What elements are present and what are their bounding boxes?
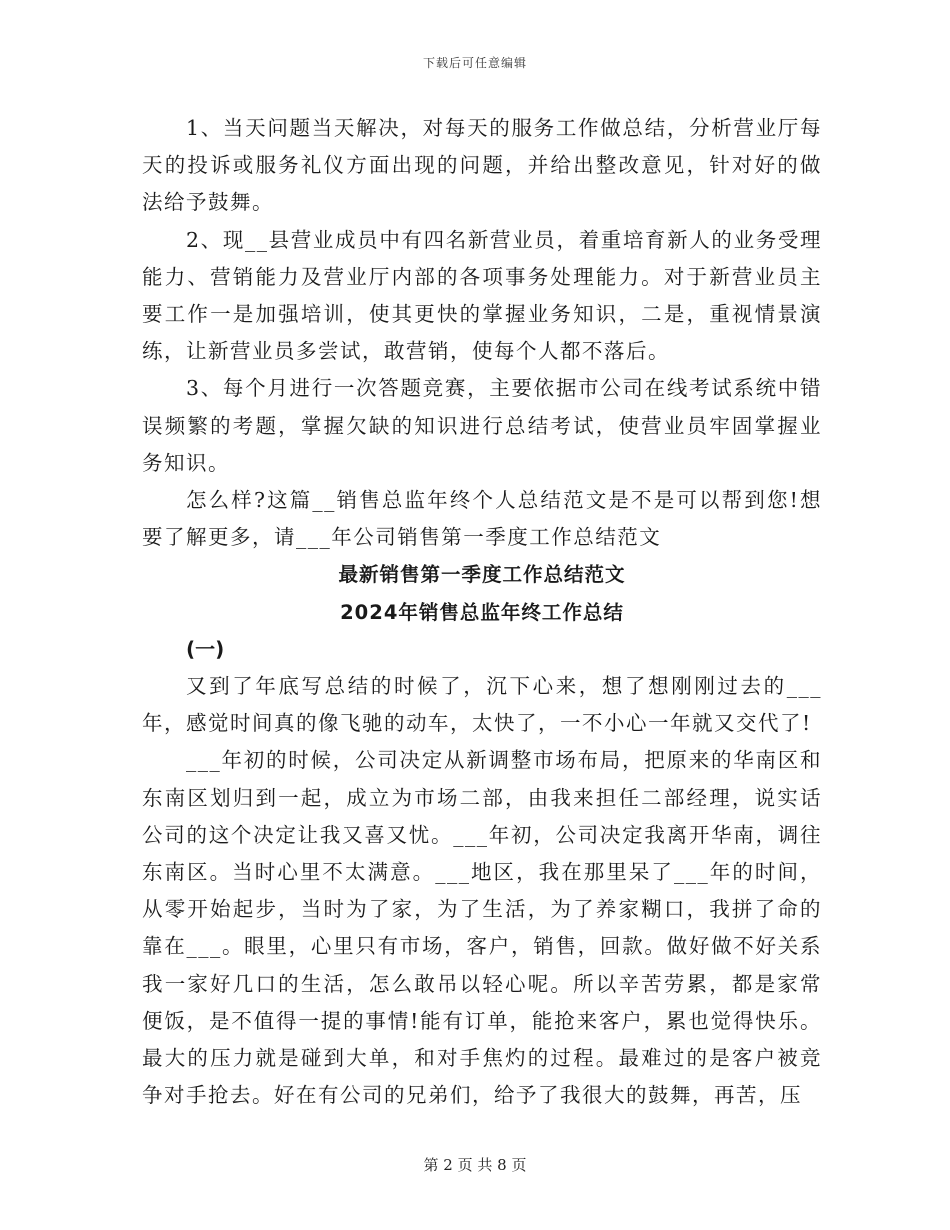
document-body (142, 110, 822, 1114)
paragraph-3: 3、每个月进行一次答题竞赛，主要依据市公司在线考试系统中错误频繁的考题，掌握欠缺的知识进行总结考试，使营业员牢固掌握业务知识。 (142, 376, 822, 475)
paragraph-1: 1、当天问题当天解决，对每天的服务工作做总结，分析营业厅每天的投诉或服务礼仪方面出现的问题，并给出整改意见，针对好的做法给予鼓舞。 (142, 116, 822, 215)
paragraph-2: 2、现__县营业成员中有四名新营业员，着重培育新人的业务受理能力、营销能力及营业厅内部的各项事务处理能力。对于新营业员主要工作一是加强培训，使其更快的掌握业务知识，二是，重视情景演练，让新营业员多尝试，敢营销，使每个人都不落后。 (142, 227, 822, 364)
document-title-2: 2024年销售总监年终工作总结 (340, 600, 624, 624)
section-label: (一) (186, 636, 225, 661)
paragraph-4: 怎么样?这篇__销售总监年终个人总结范文是不是可以帮到您!想要了解更多，请___年公司销售第一季度工作总结范文 (142, 488, 822, 550)
page-footer: 第 2 页 共 8 页 (423, 1156, 527, 1174)
page-header: 下载后可任意编辑 (422, 56, 527, 70)
paragraph-5: 又到了年底写总结的时候了，沉下心来，想了想刚刚过去的___年，感觉时间真的像飞驰的动车，太快了，一不小心一年就又交代了! (142, 674, 822, 736)
document-title-1: 最新销售第一季度工作总结范文 (338, 563, 626, 587)
paragraph-6: ___年初的时候，公司决定从新调整市场布局，把原来的华南区和东南区划归到一起，成立为市场二部，由我来担任二部经理，说实话公司的这个决定让我又喜又忧。___年初，公司决定我离开华南，调往东南区。当时心里不太满意。___地区，我在那里呆了___年的时间，从零开始起步，当时为了家，为了生活，为了养家糊口，我拼了命的靠在___。眼里，心里只有市场，客户，销售，回款。做好做不好关系我一家好几口的生活，怎么敢吊以轻心呢。所以辛苦劳累，都是家常便饭，是不值得一提的事情!能有订单，能抢来客户，累也觉得快乐。最大的压力就是碰到大单，和对手焦灼的过程。最难过的是客户被竞争对手抢去。好在有公司的兄弟们，给予了我很大的鼓舞，再苦，压 (142, 748, 822, 1108)
